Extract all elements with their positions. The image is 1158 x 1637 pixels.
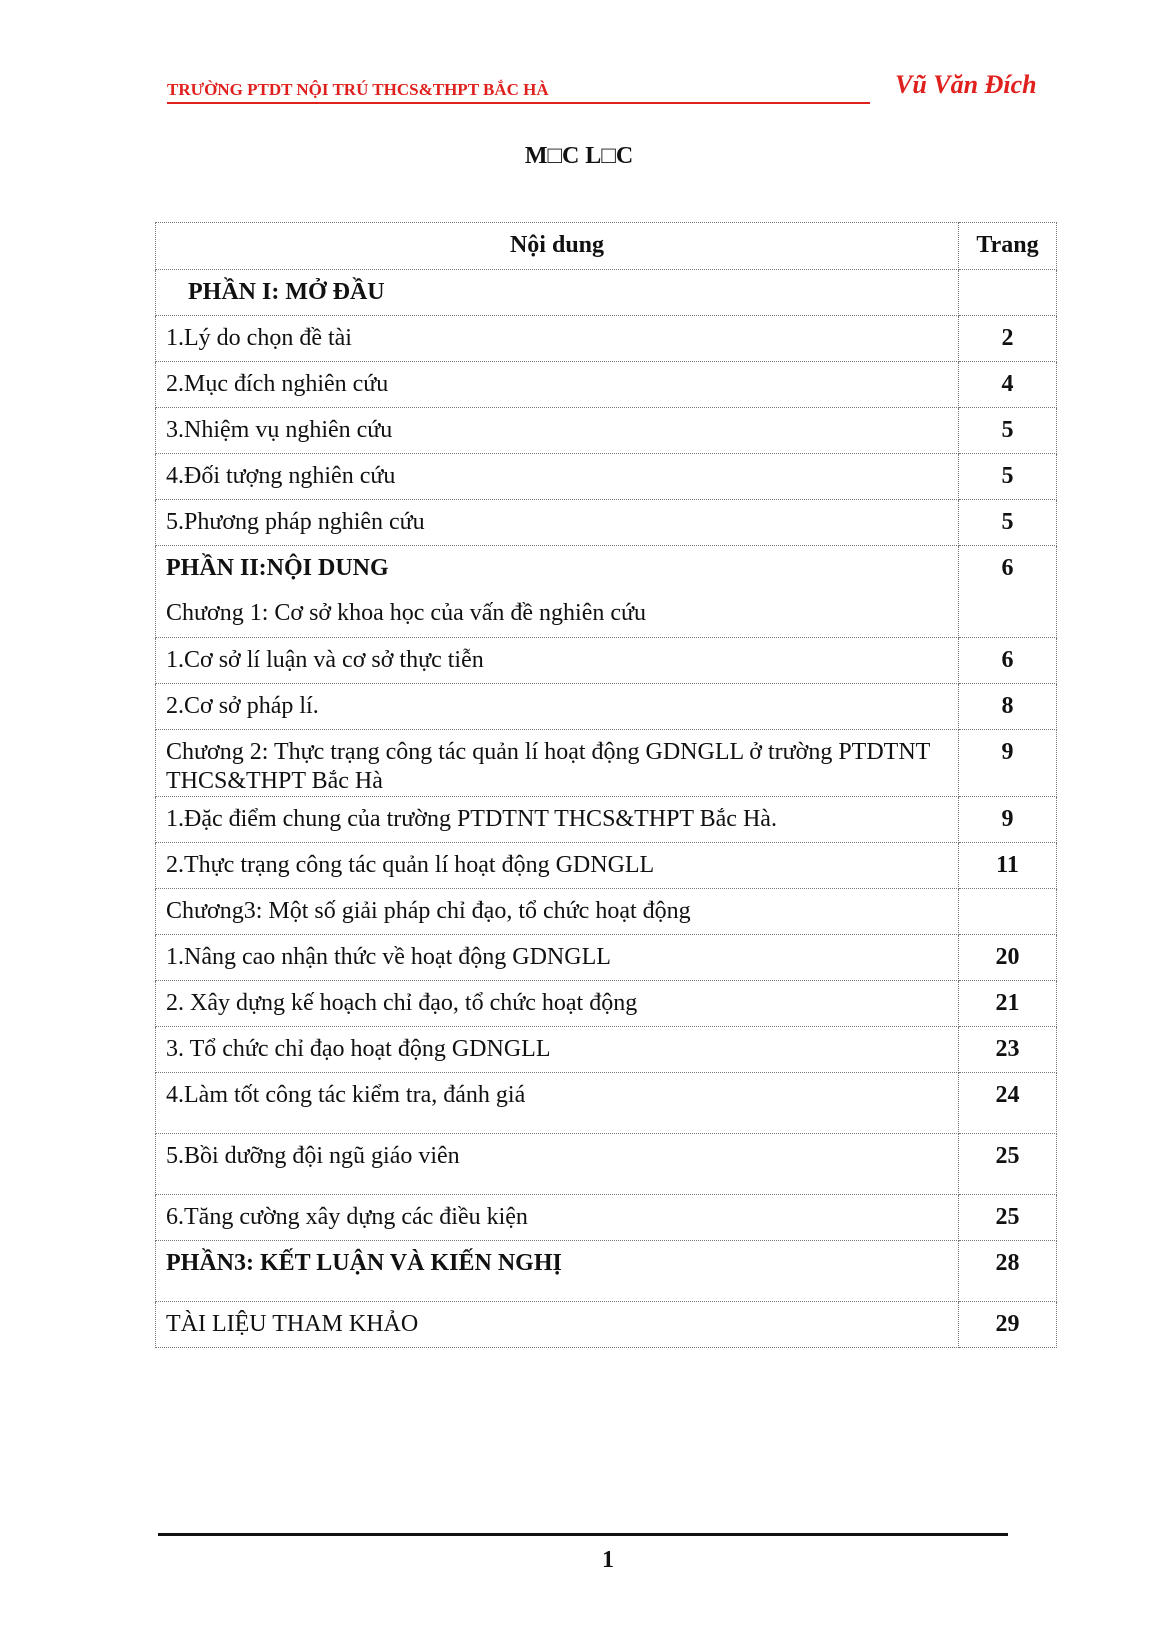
toc-row-text: 2.Mục đích nghiên cứu: [156, 362, 959, 408]
toc-row-page: 25: [959, 1195, 1057, 1241]
toc-row-page: 20: [959, 935, 1057, 981]
toc-row: [156, 1134, 1057, 1195]
toc-row-page: [959, 270, 1057, 316]
toc-row-page: 2: [959, 316, 1057, 362]
page-number: 1: [602, 1547, 614, 1573]
toc-row: [156, 316, 1057, 362]
toc-row-text: 2.Thực trạng công tác quản lí hoạt động GDNGLL: [156, 843, 959, 889]
toc-row-text: 5.Bồi dưỡng đội ngũ giáo viên: [156, 1134, 959, 1195]
toc-row: [156, 730, 1057, 797]
toc-row-text: 1.Lý do chọn đề tài: [156, 316, 959, 362]
part-heading: PHẦN II:NỘI DUNG: [166, 555, 389, 581]
toc-row-page: 9: [959, 730, 1057, 797]
toc-row: [156, 1241, 1057, 1302]
toc-row-text: 6.Tăng cường xây dựng các điều kiện: [156, 1195, 959, 1241]
toc-row: [156, 500, 1057, 546]
footer-divider: [158, 1533, 1008, 1536]
toc-row-text: 4.Làm tốt công tác kiểm tra, đánh giá: [156, 1073, 959, 1134]
toc-row-text: 3.Nhiệm vụ nghiên cứu: [156, 408, 959, 454]
toc-row-page: 5: [959, 408, 1057, 454]
toc-row: [156, 889, 1057, 935]
toc-row: [156, 1195, 1057, 1241]
toc-row-text: Chương3: Một số giải pháp chỉ đạo, tổ chức hoạt động: [156, 889, 959, 935]
toc-row: [156, 843, 1057, 889]
toc-row: [156, 981, 1057, 1027]
school-header: TRƯỜNG PTDT NỘI TRÚ THCS&THPT BẮC HÀ: [167, 80, 870, 104]
toc-row-text: 1.Nâng cao nhận thức về hoạt động GDNGLL: [156, 935, 959, 981]
toc-row-text: 4.Đối tượng nghiên cứu: [156, 454, 959, 500]
toc-table: [155, 222, 1057, 1348]
toc-row: [156, 935, 1057, 981]
toc-row-text: PHẦN3: KẾT LUẬN VÀ KIẾN NGHỊ: [156, 1241, 959, 1302]
toc-row: [156, 546, 1057, 638]
toc-row-text: Chương 2: Thực trạng công tác quản lí hoạt động GDNGLL ở trường PTDTNT THCS&THPT Bắc Hà: [156, 730, 959, 797]
toc-row-text: 1.Cơ sở lí luận và cơ sở thực tiễn: [156, 638, 959, 684]
toc-row: [156, 408, 1057, 454]
toc-row-text: 3. Tổ chức chỉ đạo hoạt động GDNGLL: [156, 1027, 959, 1073]
toc-row-page: 29: [959, 1302, 1057, 1348]
toc-row-page: 4: [959, 362, 1057, 408]
toc-row: [156, 1302, 1057, 1348]
toc-row-text: 5.Phương pháp nghiên cứu: [156, 500, 959, 546]
toc-row-text: 2.Cơ sở pháp lí.: [156, 684, 959, 730]
toc-row-page: [959, 889, 1057, 935]
content-column-header: Nội dung: [156, 223, 959, 270]
toc-row-text: 1.Đặc điểm chung của trường PTDTNT THCS&THPT Bắc Hà.: [156, 797, 959, 843]
toc-row: [156, 684, 1057, 730]
toc-row: [156, 1073, 1057, 1134]
toc-row-text: 2. Xây dựng kế hoạch chỉ đạo, tổ chức hoạt động: [156, 981, 959, 1027]
toc-row-page: 11: [959, 843, 1057, 889]
toc-row: [156, 454, 1057, 500]
toc-row-page: 21: [959, 981, 1057, 1027]
page-title: M□C L□C: [524, 143, 634, 169]
toc-row-text: TÀI LIỆU THAM KHẢO: [156, 1302, 959, 1348]
toc-row-page: 5: [959, 454, 1057, 500]
toc-row-page: 24: [959, 1073, 1057, 1134]
author-header: Vũ Văn Đích: [895, 70, 1037, 99]
toc-row-page: 9: [959, 797, 1057, 843]
toc-row-text: [156, 546, 959, 638]
toc-row: [156, 638, 1057, 684]
toc-row-page: 25: [959, 1134, 1057, 1195]
toc-row-page: 28: [959, 1241, 1057, 1302]
toc-row: [156, 362, 1057, 408]
toc-header-row: [156, 223, 1057, 270]
toc-row-page: 5: [959, 500, 1057, 546]
toc-row-page: 23: [959, 1027, 1057, 1073]
toc-row-page: 6: [959, 638, 1057, 684]
page-column-header: Trang: [959, 223, 1057, 270]
toc-row: [156, 270, 1057, 316]
chapter-heading: Chương 1: Cơ sở khoa học của vấn đề nghiên cứu: [166, 600, 646, 626]
toc-row-page: 8: [959, 684, 1057, 730]
toc-row: [156, 1027, 1057, 1073]
toc-row: [156, 797, 1057, 843]
toc-row-page: 6: [959, 546, 1057, 638]
toc-row-text: PHẦN I: MỞ ĐẦU: [156, 270, 959, 316]
